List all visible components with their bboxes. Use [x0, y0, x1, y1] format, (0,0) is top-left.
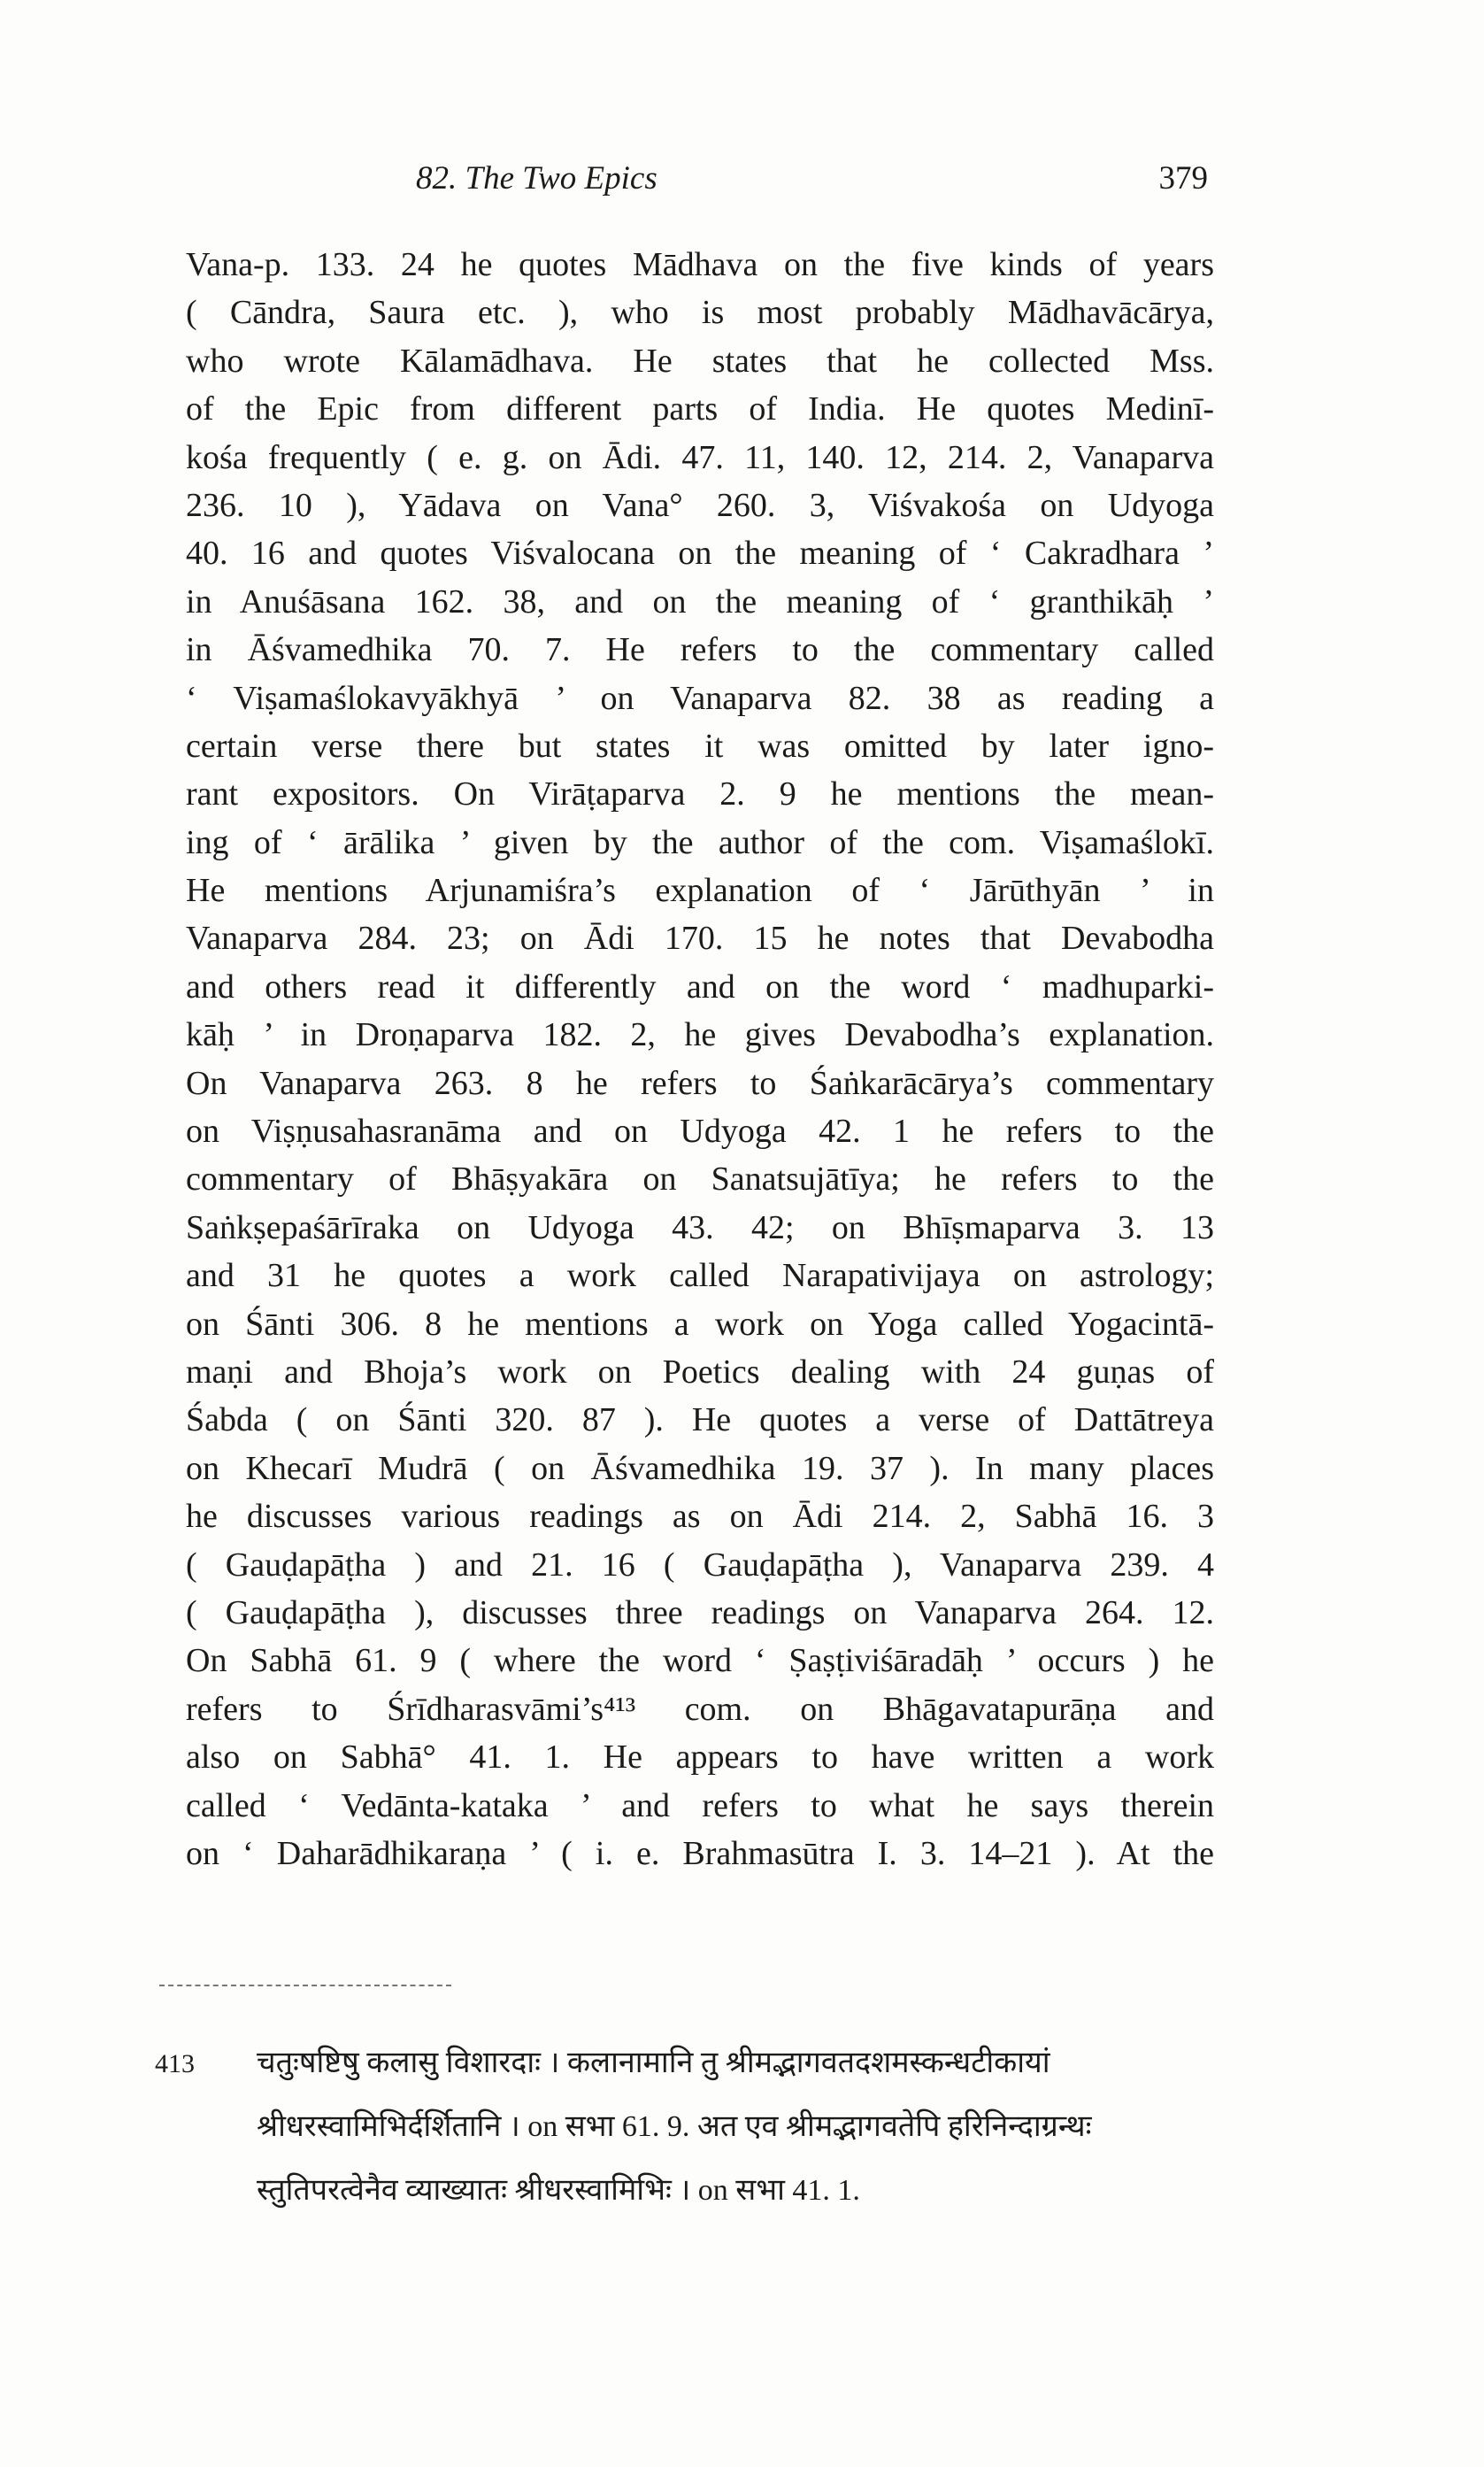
footnote — [155, 2031, 1243, 2223]
text-line: Saṅkṣepaśārīraka on Udyoga 43. 42; on Bhīṣmaparva 3. 13 — [186, 1208, 1214, 1246]
text-line: who wrote Kālamādhava. He states that he collected Mss. — [186, 342, 1214, 380]
page-header — [186, 159, 1248, 204]
text-line: He mentions Arjunamiśra’s explanation of ‘ Jārūthyān ’ in — [186, 872, 1214, 910]
main-text — [186, 241, 1214, 1877]
text-line: and others read it differently and on the word ‘ madhuparki- — [186, 968, 1214, 1006]
text-line: ( Gauḍapāṭha ), discusses three readings on Vanaparva 264. 12. — [186, 1593, 1214, 1631]
footnote-text: चतुःषष्टिषु कलासु विशारदाः । कलानामानि तु श्रीमद्भागवतदशमस्कन्धटीकायां — [257, 2047, 1050, 2079]
text-line: 236. 10 ), Yādava on Vana° 260. 3, Viśvakośa on Udyoga — [186, 486, 1214, 524]
text-line: kośa frequently ( e. g. on Ādi. 47. 11, 140. 12, 214. 2, Vanaparva — [186, 438, 1214, 476]
footnote-line — [155, 2095, 1243, 2159]
text-line: Śabda ( on Śānti 320. 87 ). He quotes a verse of Dattātreya — [186, 1401, 1214, 1439]
text-line: on ‘ Daharādhikaraṇa ’ ( i. e. Brahmasūtra I. 3. 14–21 ). At the — [186, 1834, 1214, 1872]
footnote-line — [155, 2159, 1243, 2223]
text-line: ‘ Viṣamaślokavyākhyā ’ on Vanaparva 82. 38 as reading a — [186, 679, 1214, 717]
text-line: On Sabhā 61. 9 ( where the word ‘ Ṣaṣṭiviśāradāḥ ’ occurs ) he — [186, 1642, 1214, 1680]
text-line: On Vanaparva 263. 8 he refers to Śaṅkarācārya’s commentary — [186, 1064, 1214, 1102]
text-line: of the Epic from different parts of India. He quotes Medinī- — [186, 390, 1214, 428]
text-line: ( Gauḍapāṭha ) and 21. 16 ( Gauḍapāṭha ), Vanaparva 239. 4 — [186, 1546, 1214, 1584]
text-line: ( Cāndra, Saura etc. ), who is most probably Mādhavācārya, — [186, 294, 1214, 332]
footnote-divider — [159, 1985, 451, 1986]
text-line: on Khecarī Mudrā ( on Āśvamedhika 19. 37 ). In many places — [186, 1449, 1214, 1487]
text-line: also on Sabhā° 41. 1. He appears to have written a work — [186, 1738, 1214, 1777]
footnote-text: श्रीधरस्वामिभिर्दर्शितानि । on सभा 61. 9. अत एव श्रीमद्भागवतेपि हरिनिन्दाग्रन्थः — [257, 2110, 1092, 2143]
text-line: and 31 he quotes a work called Narapativijaya on astrology; — [186, 1257, 1214, 1295]
text-line: 40. 16 and quotes Viśvalocana on the meaning of ‘ Cakradhara ’ — [186, 535, 1214, 573]
running-title: 82. The Two Epics — [416, 160, 657, 197]
text-line: on Viṣṇusahasranāma and on Udyoga 42. 1 he refers to the — [186, 1113, 1214, 1151]
text-line: refers to Śrīdharasvāmi’s⁴¹³ com. on Bhāgavatapurāṇa and — [186, 1690, 1214, 1728]
footnote-number: 413 — [155, 2049, 195, 2078]
footnote-text: स्तुतिपरत्वेनैव व्याख्यातः श्रीधरस्वामिभिः । on सभा 41. 1. — [257, 2174, 860, 2207]
text-line: commentary of Bhāṣyakāra on Sanatsujātīya; he refers to the — [186, 1160, 1214, 1199]
text-line: called ‘ Vedānta-kataka ’ and refers to what he says therein — [186, 1786, 1214, 1824]
text-line: Vana-p. 133. 24 he quotes Mādhava on the five kinds of years — [186, 246, 1214, 283]
text-line: maṇi and Bhoja’s work on Poetics dealing with 24 guṇas of — [186, 1353, 1214, 1391]
footnote-line — [155, 2031, 1243, 2095]
text-line: in Āśvamedhika 70. 7. He refers to the commentary called — [186, 631, 1214, 669]
page-number: 379 — [1158, 160, 1208, 197]
text-line: he discusses various readings as on Ādi 214. 2, Sabhā 16. 3 — [186, 1498, 1214, 1536]
text-line: in Anuśāsana 162. 38, and on the meaning of ‘ granthikāḥ ’ — [186, 582, 1214, 621]
text-line: Vanaparva 284. 23; on Ādi 170. 15 he notes that Devabodha — [186, 920, 1214, 958]
text-line: kāḥ ’ in Droṇaparva 182. 2, he gives Devabodha’s explanation. — [186, 1016, 1214, 1054]
text-line: on Śānti 306. 8 he mentions a work on Yoga called Yogacintā- — [186, 1305, 1214, 1343]
text-line: rant expositors. On Virāṭaparva 2. 9 he mentions the mean- — [186, 775, 1214, 813]
text-line: certain verse there but states it was omitted by later igno- — [186, 727, 1214, 765]
text-line: ing of ‘ ārālika ’ given by the author of the com. Viṣamaślokī. — [186, 823, 1214, 861]
